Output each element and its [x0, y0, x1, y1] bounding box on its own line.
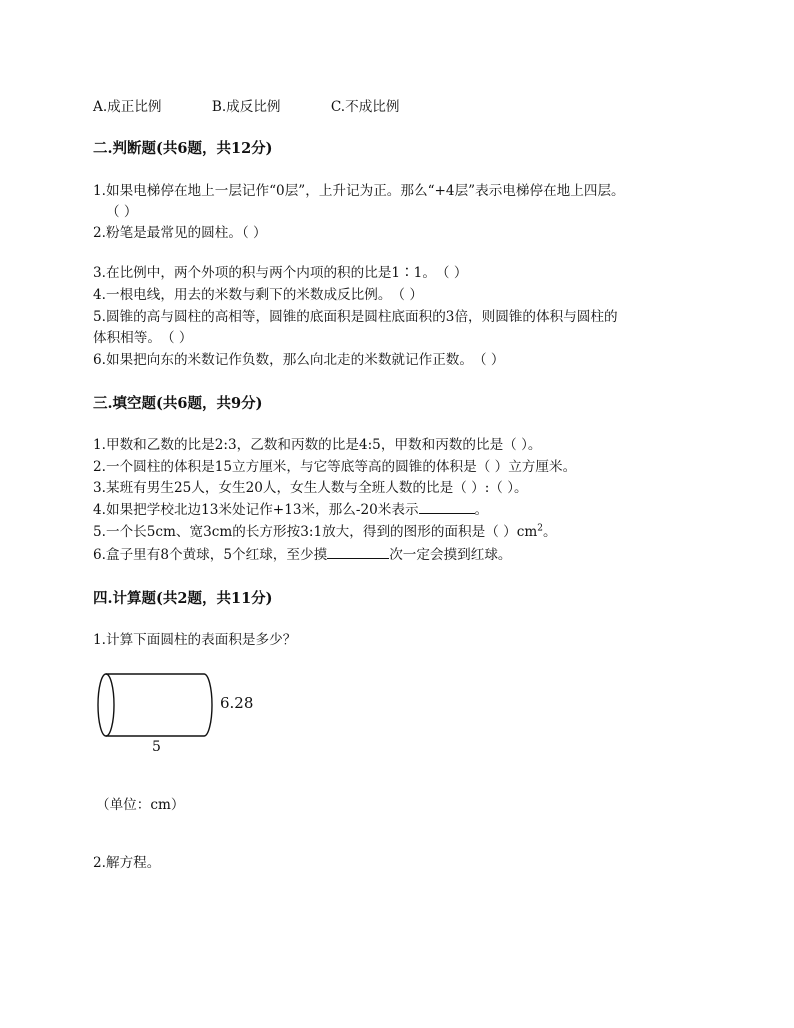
cylinder-figure	[94, 666, 214, 746]
unit-note: （单位：cm）	[96, 797, 185, 813]
fill-q4-text: 4.如果把学校北边13米处记作+13米，那么-20米表示	[93, 502, 419, 518]
fill-q6	[93, 543, 512, 563]
calc-q2: 2.解方程。	[93, 855, 161, 871]
fill-q2: 2.一个圆柱的体积是15立方厘米，与它等底等高的圆锥的体积是（ ）立方厘米。	[93, 459, 577, 475]
section-judgment-title: 二.判断题(共6题，共12分)	[93, 140, 273, 157]
fill-q5-end: 。	[542, 524, 557, 540]
fill-q4-blank[interactable]	[419, 499, 475, 514]
fill-q6-blank[interactable]	[327, 544, 389, 559]
fill-q4	[93, 498, 488, 518]
judgment-q5-line2: 体积相等。 （ ）	[93, 330, 193, 346]
judgment-q3: 3.在比例中，两个外项的积与两个内项的积的比是1∶1。 （ ）	[93, 265, 468, 281]
calc-q1: 1.计算下面圆柱的表面积是多少？	[93, 632, 297, 648]
judgment-q6: 6.如果把向东的米数记作负数，那么向北走的米数就记作正数。 （ ）	[93, 352, 505, 368]
option-a: A.成正比例	[93, 99, 162, 115]
fill-q5-superscript: 2	[537, 523, 543, 534]
option-b: B.成反比例	[211, 99, 281, 115]
fill-q5	[93, 520, 557, 540]
fill-q1: 1.甲数和乙数的比是2:3，乙数和丙数的比是4:5，甲数和丙数的比是（ ）。	[93, 437, 542, 453]
cylinder-length-label: 5	[152, 739, 161, 755]
option-c: C.不成比例	[330, 99, 400, 115]
fill-q5-text: 5.一个长5cm、宽3cm的长方形按3:1放大，得到的图形的面积是（ ）cm	[93, 524, 538, 540]
fill-q6-end: 次一定会摸到红球。	[389, 547, 512, 563]
judgment-q1-line2: （ ）	[106, 204, 138, 220]
choice-options	[93, 95, 445, 115]
section-fill-title: 三.填空题(共6题，共9分)	[93, 395, 263, 412]
judgment-q5-line1: 5.圆锥的高与圆柱的高相等，圆锥的底面积是圆柱底面积的3倍，则圆锥的体积与圆柱的	[93, 309, 618, 325]
judgment-q4: 4.一根电线，用去的米数与剩下的米数成反比例。 （ ）	[93, 287, 423, 303]
fill-q3: 3.某班有男生25人，女生20人，女生人数与全班人数的比是（ ）:（ ）。	[93, 480, 528, 496]
judgment-q2: 2.粉笔是最常见的圆柱。（ ）	[93, 225, 267, 241]
section-calc-title: 四.计算题(共2题，共11分)	[93, 590, 273, 607]
judgment-q1-line1: 1.如果电梯停在地上一层记作“0层”，上升记为正。那么“+4层”表示电梯停在地上四层。	[93, 183, 625, 199]
fill-q6-text: 6.盒子里有8个黄球，5个红球，至少摸	[93, 547, 328, 563]
fill-q4-end: 。	[474, 502, 489, 518]
cylinder-height-label: 6.28	[220, 694, 254, 712]
